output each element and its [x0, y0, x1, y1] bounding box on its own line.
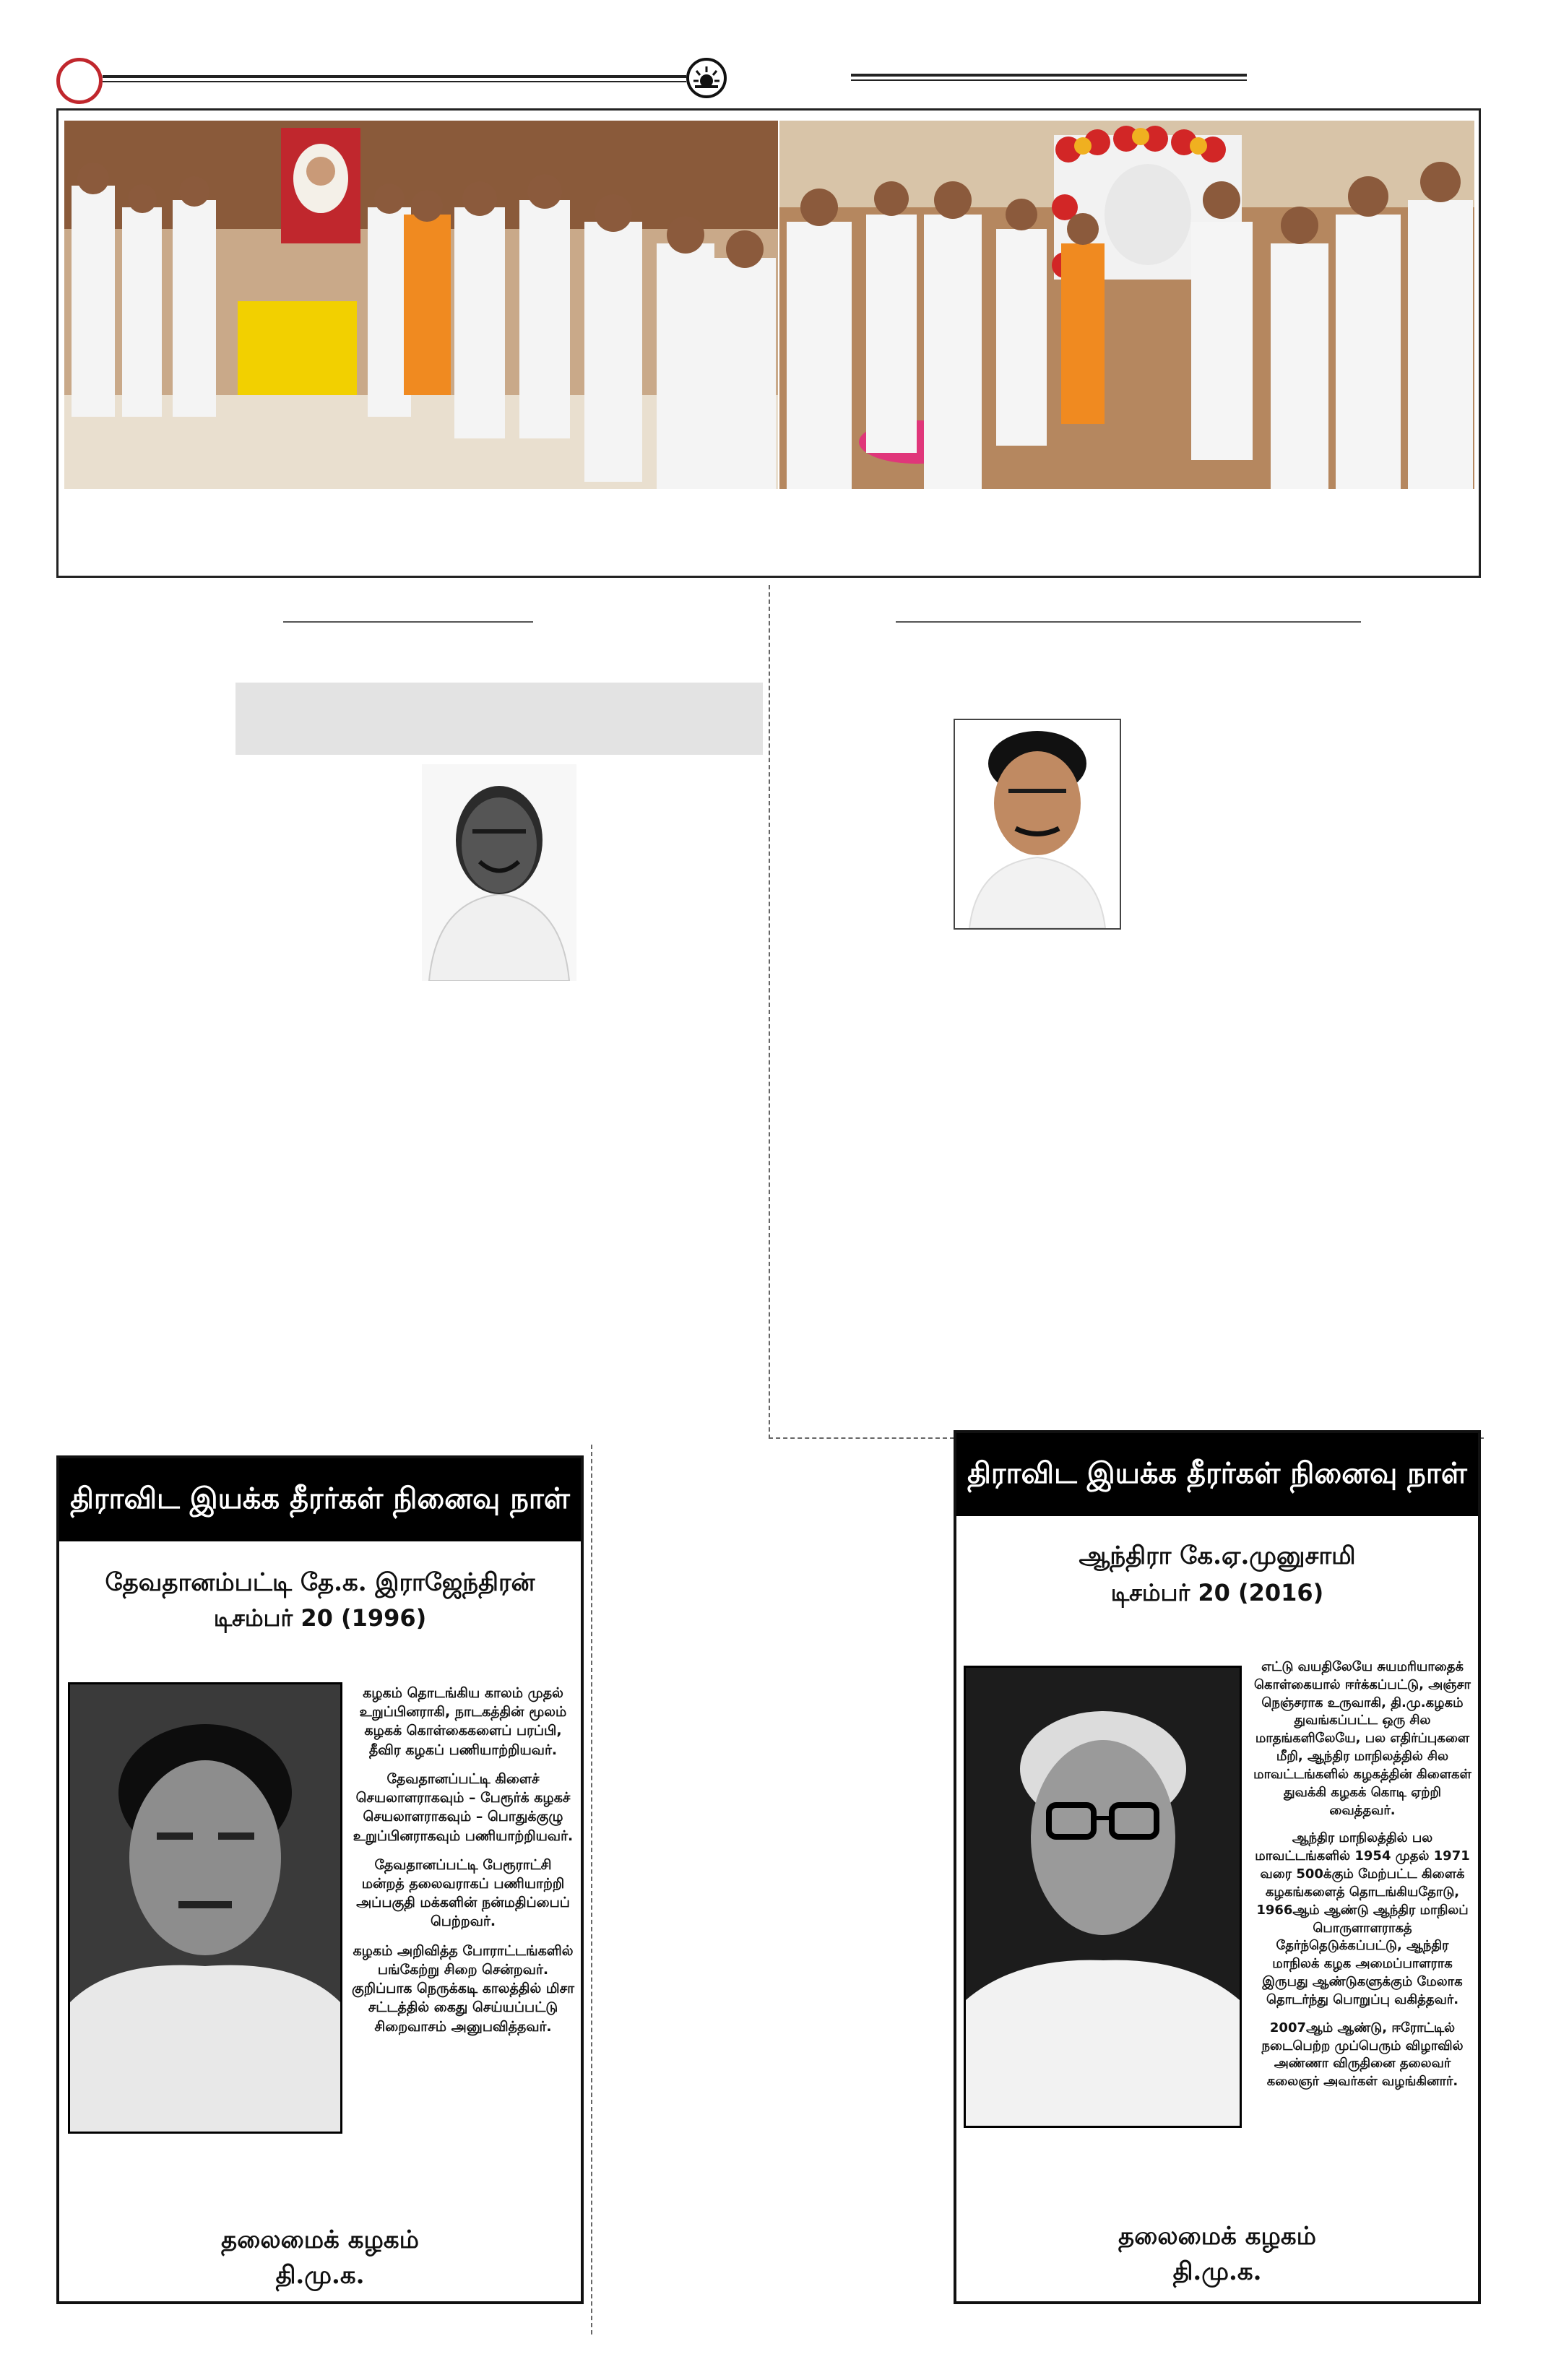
memorial-text-right — [1251, 1658, 1474, 2101]
header-rule-right — [851, 74, 1247, 77]
memorial-name-right: ஆந்திரா கே.ஏ.முனுசாமி — [1079, 1541, 1356, 1570]
memorial-heading-right: திராவிட இயக்க தீரர்கள் நினைவு நாள் — [956, 1433, 1478, 1516]
portrait-left — [422, 764, 576, 981]
top-photo-frame — [56, 108, 1481, 578]
header-rule-right-thin — [851, 79, 1247, 81]
memorial-right-para-1: எட்டு வயதிலேயே சுயமரியாதைக் கொள்கையால் ஈர்க்கப்பட்டு, அஞ்சா நெஞ்சராக உருவாகி, தி.மு.கழகம் துவங்கப்பட்ட ஒரு சில மாதங்களிலேயே, பல எதிர்ப்புகளை மீறி, ஆந்திர மாநிலத்தில் சில மாவட்டங்களில் கழகத்தின் கிளைகள் துவக்கி கழகக் கொடி ஏற்றி வைத்தவர். — [1253, 1659, 1471, 1818]
header-rule-left — [103, 75, 686, 78]
memorial-right-para-3: 2007ஆம் ஆண்டு, ஈரோட்டில் நடைபெற்ற முப்பெரும் விழாவில் அண்ணா விருதினை தலைவர் கலைஞர் அவர்கள் வழங்கினார். — [1261, 2020, 1464, 2090]
portrait-right — [954, 719, 1121, 930]
group-tribute-photo-right — [779, 121, 1474, 489]
memorial-right-para-2: ஆந்திர மாநிலத்தில் பல மாவட்டங்களில் 1954 முதல் 1971 வரை 500க்கும் மேற்பட்ட கிளைக் கழகங்களைத் தொடங்கியதோடு, 1966ஆம் ஆண்டு ஆந்திர மாநிலப் பொருளாளராகத் தேர்ந்தெடுக்கப்பட்டு, ஆந்திர மாநிலக் கழக அமைப்பாளராக இருபது ஆண்டுகளுக்கும் மேலாக தொடர்ந்து பொறுப்பு வகித்தவர். — [1255, 1830, 1470, 2007]
memorial-photo-right — [964, 1666, 1242, 2128]
memorial-text-left — [351, 1684, 575, 2046]
left-article-rule — [283, 621, 533, 623]
memorial-footer-left-line2: தி.மு.க. — [275, 2261, 365, 2290]
memorial-box-right — [954, 1430, 1481, 2304]
memorial-date-left: டிசம்பர் 20 (1996) — [213, 1604, 427, 1632]
header-rule-left-thin — [103, 81, 686, 82]
memorial-heading-left: திராவிட இயக்க தீரர்கள் நினைவு நாள் — [59, 1458, 581, 1541]
right-article-rule — [896, 621, 1361, 623]
memorial-date-right: டிசம்பர் 20 (2016) — [1110, 1579, 1324, 1606]
memorial-left-para-1: கழகம் தொடங்கிய காலம் முதல் உறுப்பினராகி, நாடகத்தின் மூலம் கழகக் கொள்கைகளைப் பரப்பி, தீவிர கழகப் பணியாற்றியவர். — [359, 1685, 567, 1758]
memorial-photo-left — [68, 1682, 342, 2134]
memorial-footer-left — [59, 2223, 581, 2294]
group-tribute-photo-left — [64, 121, 778, 489]
memorial-footer-right-line2: தி.மு.க. — [1172, 2257, 1262, 2287]
caption-band — [235, 683, 763, 755]
column-separator-upper — [769, 585, 770, 1439]
memorial-left-para-3: தேவதானப்பட்டி பேரூராட்சி மன்றத் தலைவராகப் பணியாற்றி அப்பகுதி மக்களின் நன்மதிப்பைப் பெற்றவர். — [356, 1856, 570, 1930]
column-separator-lower — [591, 1445, 592, 2334]
memorial-left-para-4: கழகம் அறிவித்த போராட்டங்களில் பங்கேற்று சிறை சென்றவர். குறிப்பாக நெருக்கடி காலத்தில் மிசா சட்டத்தில் கைது செய்யப்பட்டு சிறைவாசம் அனுபவித்தவர். — [351, 1942, 575, 2035]
memorial-left-para-2: தேவதானப்பட்டி கிளைச் செயலாளராகவும் – பேரூர்க் கழகச் செயலாளராகவும் – பொதுக்குழு உறுப்பினராகவும் பணியாற்றியவர். — [353, 1770, 574, 1844]
memorial-footer-right — [956, 2219, 1478, 2290]
memorial-footer-right-line1: தலைமைக் கழகம் — [1118, 2222, 1316, 2251]
section-marker-circle — [56, 58, 103, 104]
rising-sun-emblem-icon — [686, 58, 727, 98]
memorial-name-left: தேவதானம்பட்டி தே.க. இராஜேந்திரன் — [105, 1568, 535, 1597]
memorial-footer-left-line1: தலைமைக் கழகம் — [221, 2225, 419, 2254]
memorial-box-left — [56, 1455, 584, 2304]
